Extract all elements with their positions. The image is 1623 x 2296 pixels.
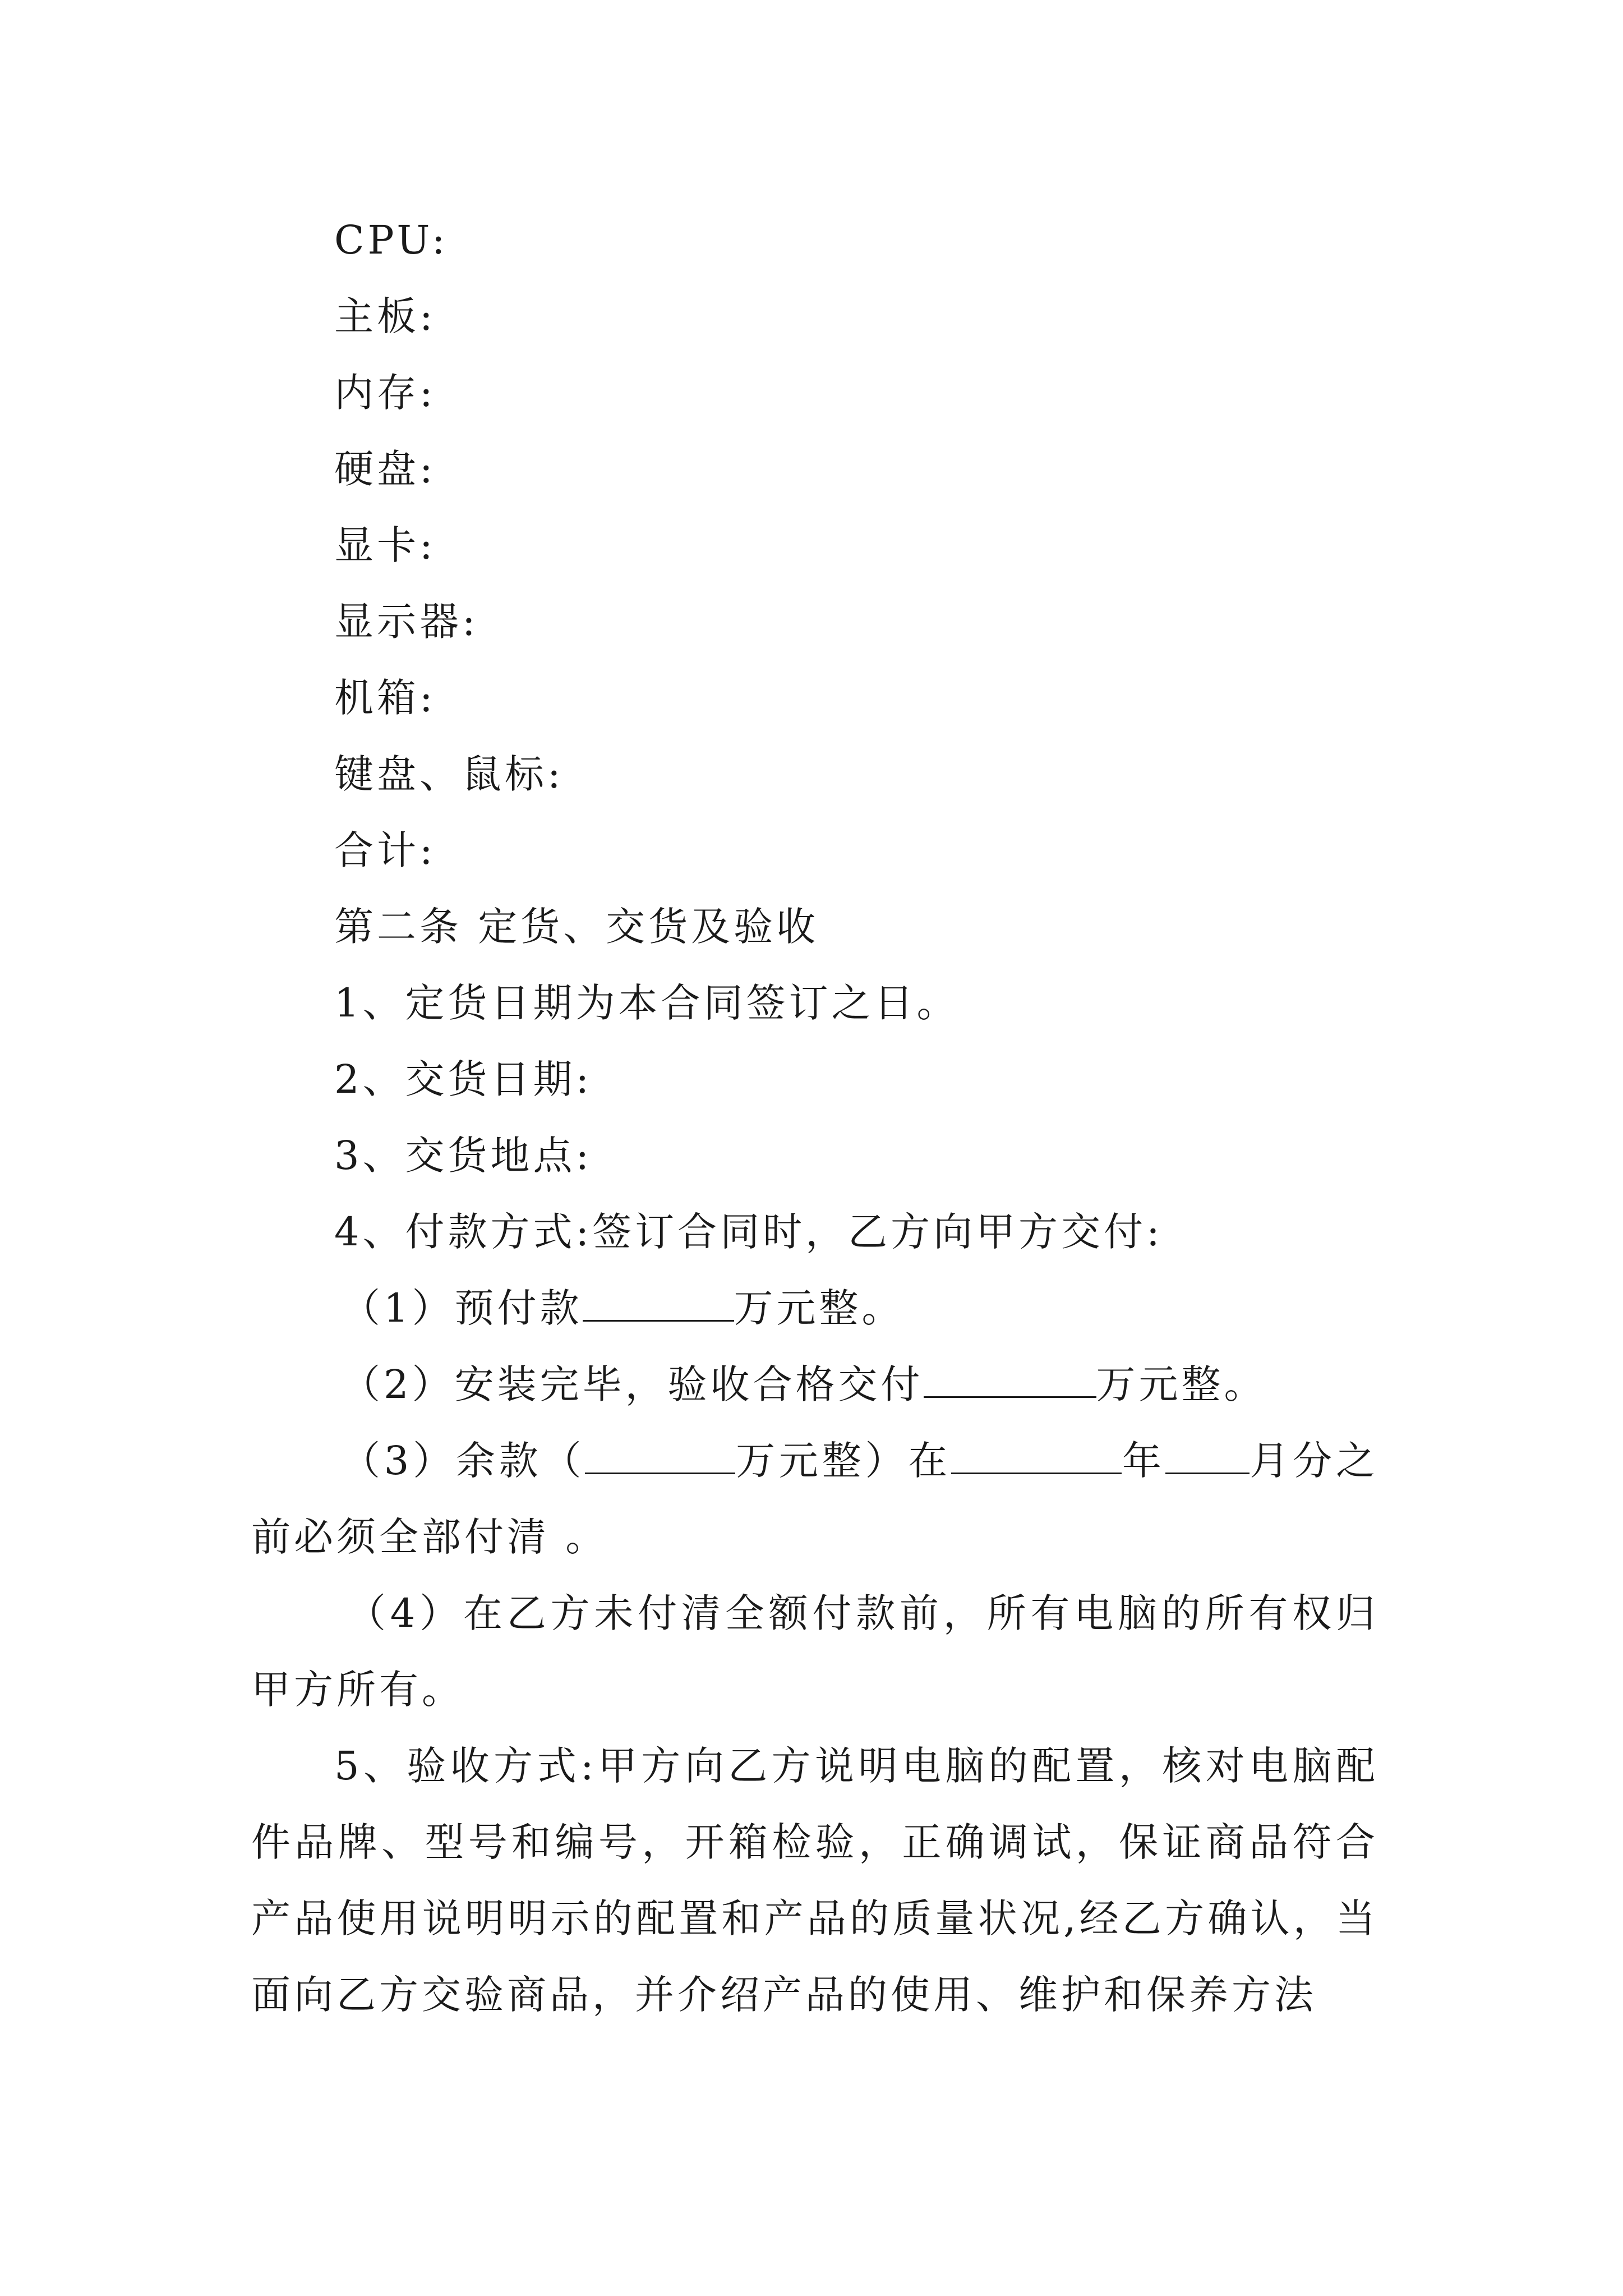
config-item-harddisk: 硬盘: <box>334 446 436 492</box>
payment-2-unit: 万元整。 <box>1096 1361 1267 1407</box>
payment-3-label: （3）余款（ <box>341 1438 585 1484</box>
config-item-total: 合计: <box>334 827 436 873</box>
article-2-item-4: 4、付款方式:签订合同时，乙方向甲方交付: <box>334 1209 1163 1255</box>
blank-field <box>1165 1440 1249 1474</box>
payment-3 <box>251 1423 1378 1575</box>
payment-1-label: （1）预付款 <box>341 1285 583 1331</box>
payment-2-label: （2）安装完毕，验收合格交付 <box>341 1361 924 1407</box>
config-item-memory: 内存: <box>334 370 436 416</box>
contract-body <box>251 202 1378 2033</box>
blank-field <box>583 1287 734 1322</box>
config-item-keyboard-mouse: 键盘、鼠标: <box>334 751 564 797</box>
payment-3-year: 年 <box>1122 1438 1165 1484</box>
config-item-monitor: 显示器: <box>334 599 479 645</box>
blank-field <box>585 1440 735 1474</box>
payment-1-unit: 万元整。 <box>734 1285 905 1331</box>
article-2-item-3: 3、交货地点: <box>334 1133 593 1179</box>
payment-4: （4）在乙方未付清全额付款前，所有电脑的所有权归甲方所有。 <box>251 1590 1378 1713</box>
blank-field <box>924 1364 1096 1398</box>
config-item-motherboard: 主板: <box>334 293 436 339</box>
article-2-item-2: 2、交货日期: <box>334 1056 593 1102</box>
payment-2 <box>251 1346 1378 1423</box>
payment-3-tail: 月分之前必须全部付清 。 <box>251 1438 1379 1560</box>
article-2-item-1: 1、定货日期为本合同签订之日。 <box>334 980 960 1026</box>
payment-1 <box>251 1270 1378 1346</box>
config-item-graphics: 显卡: <box>334 522 436 568</box>
article-2-heading: 第二条 定货、交货及验收 <box>334 904 819 950</box>
payment-3-unit: 万元整）在 <box>735 1438 952 1484</box>
blank-field <box>951 1440 1122 1474</box>
article-2-item-5: 5、验收方式:甲方向乙方说明电脑的配置，核对电脑配件品牌、型号和编号，开箱检验，正确调试，保证商品符合产品使用说明明示的配置和产品的质量状况,经乙方确认，当面向乙方交验商品，并介绍产品的使用、维护和保养方法 <box>251 1743 1378 2018</box>
config-item-case: 机箱: <box>334 675 436 721</box>
config-item-cpu: CPU: <box>334 217 449 263</box>
